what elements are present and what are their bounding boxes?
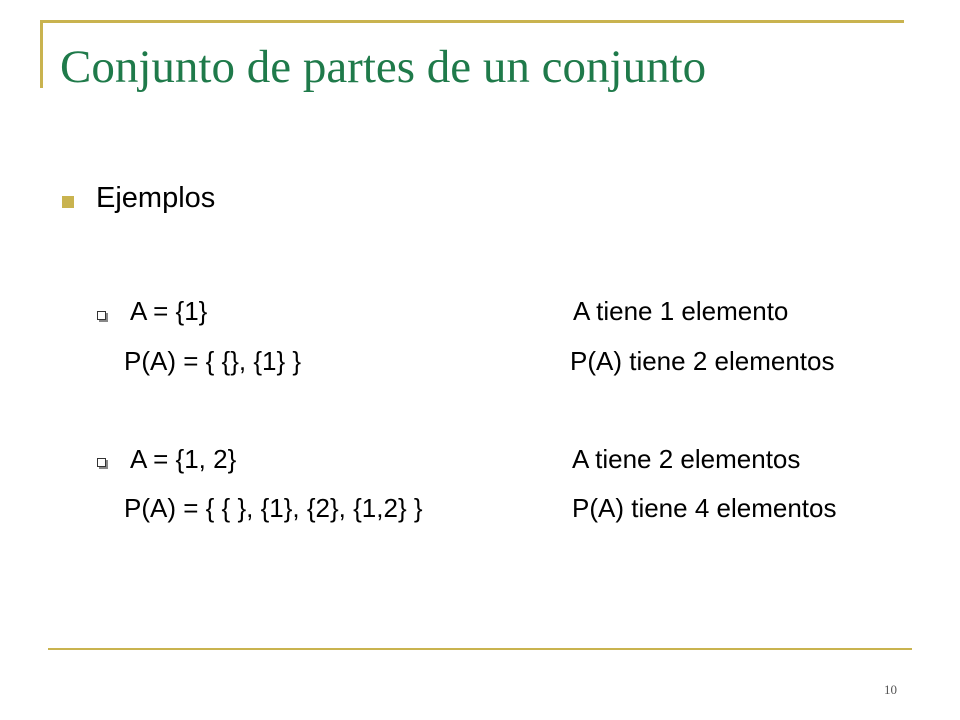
bullet-ejemplos: Ejemplos	[96, 182, 216, 214]
example-2-power-set-count: P(A) tiene 4 elementos	[572, 493, 837, 523]
slide-title: Conjunto de partes de un conjunto	[60, 41, 707, 93]
example-1-set: A = {1}	[130, 296, 208, 326]
example-2-power-set: P(A) = { { }, {1}, {2}, {1,2} }	[124, 493, 423, 523]
example-2-set-count: A tiene 2 elementos	[572, 444, 801, 474]
page-number: 10	[884, 682, 897, 697]
frame-top-rule	[40, 20, 904, 23]
footer-rule	[48, 648, 912, 650]
example-1-set-count: A tiene 1 elemento	[573, 296, 789, 326]
frame-left-rule	[40, 20, 43, 88]
hollow-square-bullet-icon	[97, 311, 106, 320]
example-1-power-set-count: P(A) tiene 2 elementos	[570, 346, 835, 376]
hollow-square-bullet-icon	[97, 458, 106, 467]
example-1-power-set: P(A) = { {}, {1} }	[124, 346, 302, 376]
example-2-set: A = {1, 2}	[130, 444, 237, 474]
square-bullet-icon	[62, 196, 74, 208]
